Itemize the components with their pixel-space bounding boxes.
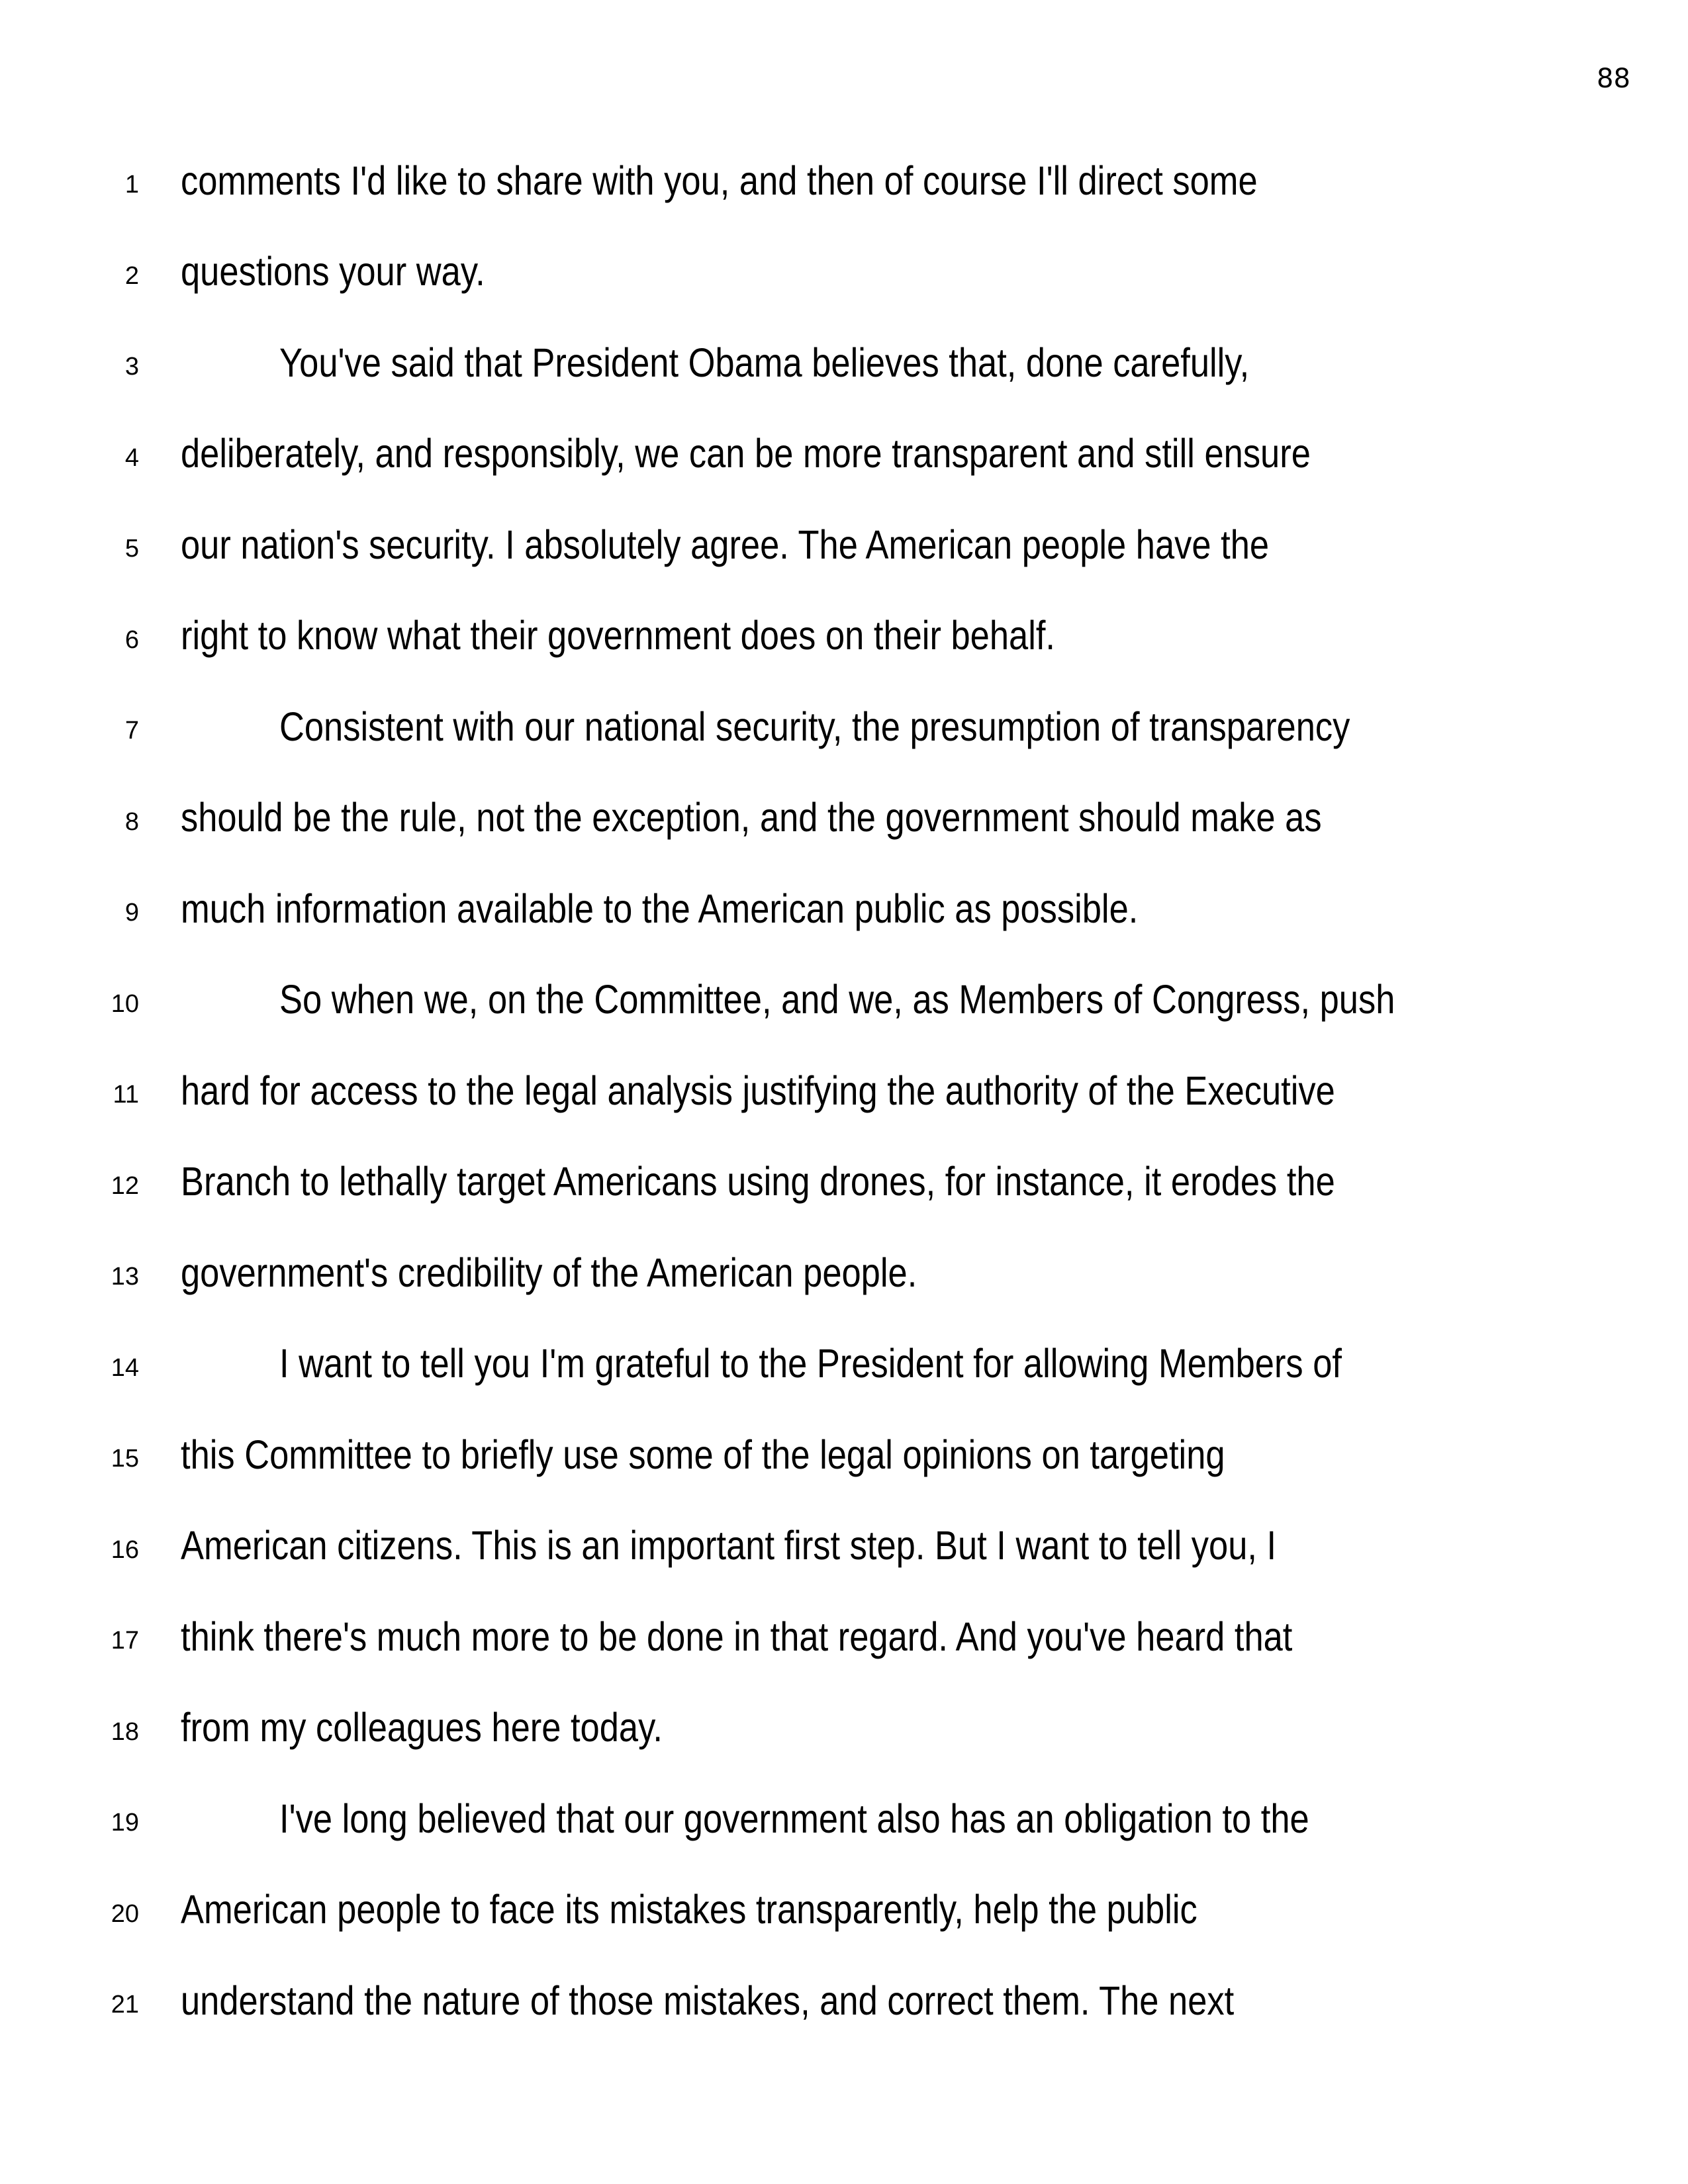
- line-number: 9: [124, 899, 139, 927]
- line-number: 2: [124, 261, 139, 290]
- line-text: much information available to the American public as possible.: [181, 886, 1139, 931]
- line-text: deliberately, and responsibly, we can be more transparent and still ensure: [181, 431, 1311, 477]
- line-number: 11: [113, 1081, 139, 1109]
- line-text: this Committee to briefly use some of the legal opinions on targeting: [181, 1432, 1225, 1477]
- transcript-line: [0, 144, 1688, 203]
- line-number: 1: [124, 171, 139, 199]
- line-text: understand the nature of those mistakes, and correct them. The next: [181, 1978, 1235, 2023]
- line-text: American people to face its mistakes transparently, help the public: [181, 1887, 1197, 1933]
- transcript-line: [0, 508, 1688, 567]
- transcript-line: [0, 1510, 1688, 1569]
- transcript-line: [0, 326, 1688, 385]
- line-number: 16: [111, 1535, 139, 1564]
- line-text: should be the rule, not the exception, and the government should make as: [181, 795, 1322, 841]
- line-text: questions your way.: [181, 249, 485, 295]
- transcript-line: [0, 236, 1688, 295]
- transcript-line: [0, 1054, 1688, 1113]
- line-number: 21: [111, 1991, 139, 2019]
- line-text: Branch to lethally target Americans using drones, for instance, it erodes the: [181, 1159, 1335, 1205]
- line-text: government's credibility of the American people.: [181, 1250, 917, 1295]
- transcript-line: [0, 1692, 1688, 1751]
- transcript-line: [0, 1418, 1688, 1477]
- line-number: 12: [111, 1171, 139, 1200]
- transcript-line: [0, 1600, 1688, 1659]
- line-text: think there's much more to be done in that regard. And you've heard that: [181, 1614, 1293, 1659]
- line-text: our nation's security. I absolutely agree. The American people have the: [181, 522, 1270, 567]
- line-text: hard for access to the legal analysis justifying the authority of the Executive: [181, 1068, 1335, 1113]
- transcript-line: [0, 1146, 1688, 1205]
- line-number: 18: [111, 1717, 139, 1746]
- line-number: 14: [111, 1353, 139, 1382]
- transcript-line: [0, 600, 1688, 659]
- page-number: 88: [1597, 64, 1630, 94]
- transcript-line: [0, 1236, 1688, 1295]
- line-number: 8: [124, 807, 139, 836]
- transcript-line: [0, 1874, 1688, 1933]
- transcript-line: [0, 1964, 1688, 2023]
- line-number: 7: [124, 717, 139, 745]
- line-text: from my colleagues here today.: [181, 1705, 663, 1751]
- line-number: 5: [124, 535, 139, 563]
- line-number: 19: [111, 1809, 139, 1837]
- line-text: I've long believed that our government also has an obligation to the: [279, 1796, 1309, 1841]
- transcript-line: [0, 964, 1688, 1023]
- line-number: 3: [124, 353, 139, 381]
- transcript-line: [0, 1328, 1688, 1387]
- transcript-line: [0, 872, 1688, 931]
- line-text: I want to tell you I'm grateful to the President for allowing Members of: [279, 1341, 1342, 1387]
- line-text: American citizens. This is an important first step. But I want to tell you, I: [181, 1523, 1277, 1569]
- line-number: 15: [111, 1445, 139, 1473]
- line-number: 17: [111, 1627, 139, 1655]
- line-text: Consistent with our national security, the presumption of transparency: [279, 704, 1350, 749]
- transcript-line: [0, 1782, 1688, 1841]
- transcript-line: [0, 690, 1688, 749]
- line-text: right to know what their government does on their behalf.: [181, 613, 1056, 659]
- line-text: You've said that President Obama believes that, done carefully,: [279, 340, 1250, 385]
- line-number: 20: [111, 1899, 139, 1928]
- line-text: So when we, on the Committee, and we, as Members of Congress, push: [279, 977, 1395, 1023]
- line-text: comments I'd like to share with you, and then of course I'll direct some: [181, 158, 1258, 203]
- line-number: 10: [111, 989, 139, 1018]
- line-number: 4: [124, 443, 139, 472]
- transcript-line: [0, 418, 1688, 477]
- transcript-line: [0, 782, 1688, 841]
- line-number: 6: [124, 625, 139, 654]
- line-number: 13: [111, 1263, 139, 1291]
